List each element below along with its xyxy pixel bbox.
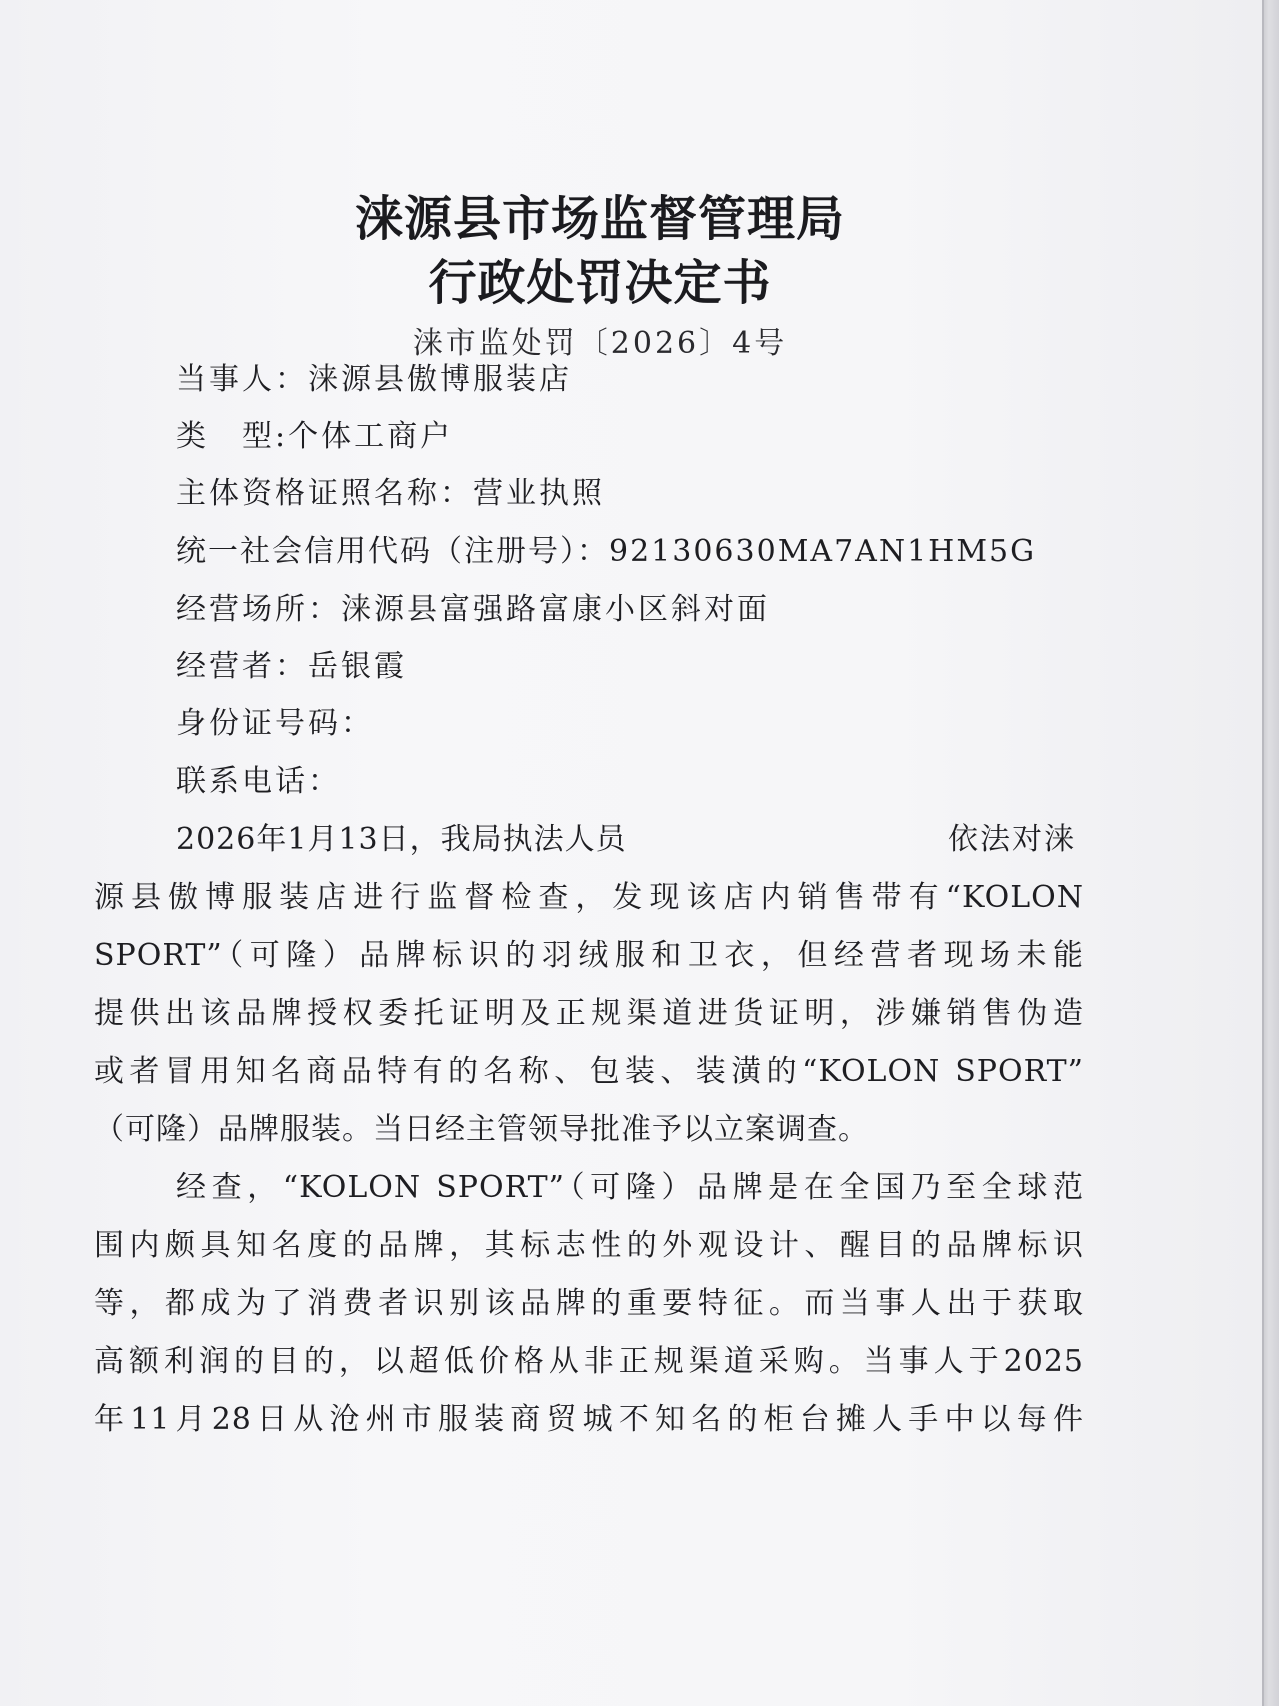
inspection-date-text: 2026年1月13日，我局执法人员 — [176, 822, 627, 857]
id-number-label: 身份证号码： — [176, 706, 374, 741]
business-location-label: 经营场所： — [176, 592, 341, 627]
phone-label: 联系电话： — [176, 764, 341, 799]
business-location-row — [176, 584, 770, 628]
paragraph-1-line-1-end — [948, 814, 1076, 858]
license-row — [176, 468, 605, 512]
paragraph-1-line-3: SPORT”（可隆）品牌标识的羽绒服和卫衣，但经营者现场未能 — [94, 938, 1084, 973]
paragraph-1-line-6: （可隆）品牌服装。当日经主管领导批准予以立案调查。 — [94, 1112, 869, 1147]
paragraph-2-line-3: 等，都成为了消费者识别该品牌的重要特征。而当事人出于获取 — [94, 1286, 1084, 1321]
business-location-value: 涞源县富强路富康小区斜对面 — [341, 592, 770, 627]
party-type-row — [176, 411, 453, 455]
operator-label: 经营者： — [176, 649, 308, 684]
phone-row — [176, 756, 341, 800]
page-edge-shadow — [1262, 0, 1279, 1706]
party-name-row — [176, 354, 572, 398]
document-title-agency: 涞源县市场监督管理局 — [354, 191, 845, 247]
paragraph-1-line-1 — [176, 814, 627, 858]
party-type-label: 类 型: — [176, 419, 289, 454]
page-edge-line — [1262, 0, 1264, 1706]
party-type-value: 个体工商户 — [288, 419, 454, 454]
paragraph-2-line-5: 年11月28日从沧州市服装商贸城不知名的柜台摊人手中以每件 — [94, 1402, 1084, 1437]
license-value: 营业执照 — [473, 476, 605, 511]
paragraph-1-line-2: 源县傲博服装店进行监督检查，发现该店内销售带有“KOLON — [94, 880, 1084, 915]
document-title-type: 行政处罚决定书 — [428, 255, 772, 311]
credit-code-label: 统一社会信用代码（注册号）： — [176, 534, 609, 569]
inspection-continuation-text: 依法对涞 — [948, 822, 1076, 857]
paragraph-2-line-2: 围内颇具知名度的品牌，其标志性的外观设计、醒目的品牌标识 — [94, 1228, 1084, 1263]
party-name-label: 当事人： — [176, 362, 308, 397]
credit-code-row — [176, 526, 1036, 570]
paragraph-2-line-1: 经查，“KOLON SPORT”（可隆）品牌是在全国乃至全球范 — [176, 1170, 1084, 1205]
document-number: 涞市监处罚〔2026〕4号 — [412, 326, 788, 361]
license-label: 主体资格证照名称： — [176, 476, 473, 511]
operator-row — [176, 641, 407, 685]
party-name-value: 涞源县傲博服装店 — [308, 362, 572, 397]
paragraph-1-line-4: 提供出该品牌授权委托证明及正规渠道进货证明，涉嫌销售伪造 — [94, 996, 1084, 1031]
credit-code-value: 92130630MA7AN1HM5G — [609, 534, 1037, 569]
id-number-row — [176, 698, 374, 742]
paragraph-1-line-5: 或者冒用知名商品特有的名称、包装、装潢的“KOLON SPORT” — [94, 1054, 1084, 1089]
operator-value: 岳银霞 — [308, 649, 407, 684]
paragraph-2-line-4: 高额利润的目的，以超低价格从非正规渠道采购。当事人于2025 — [94, 1344, 1084, 1379]
